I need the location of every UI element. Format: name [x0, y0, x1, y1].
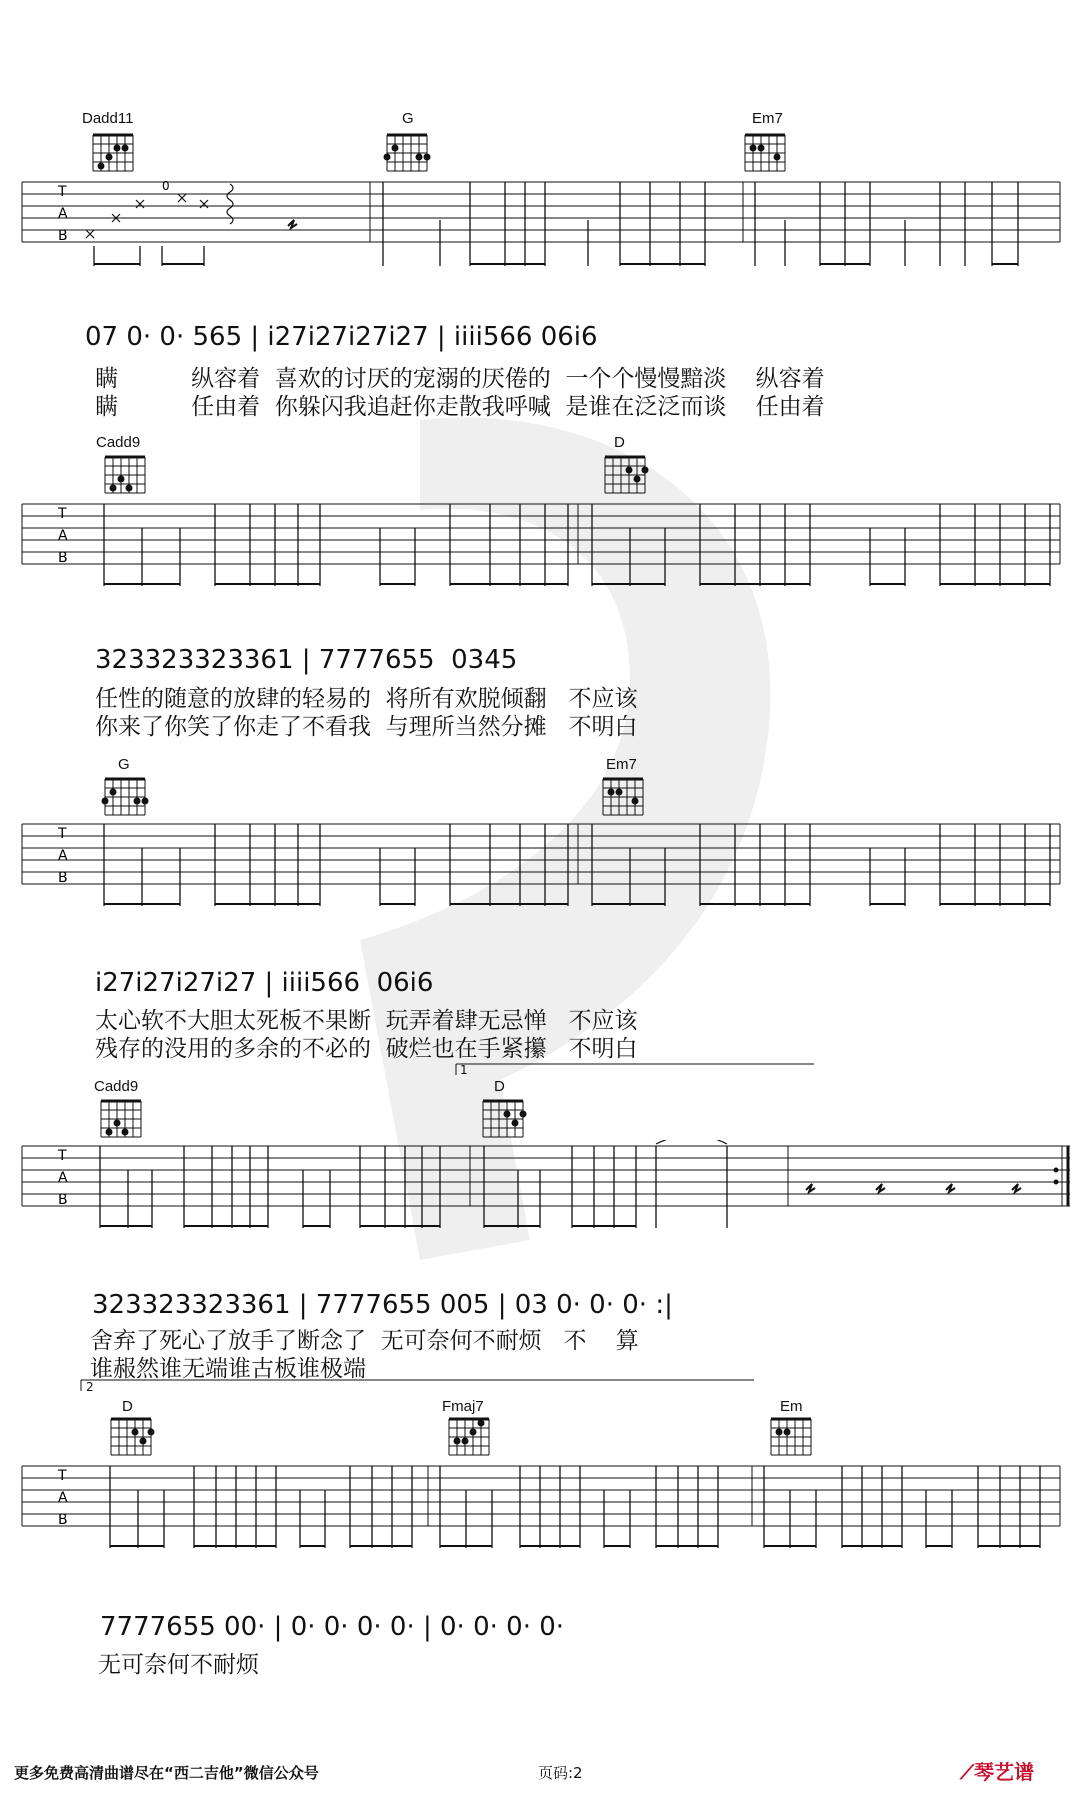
- chord-name: D: [494, 1078, 505, 1095]
- tab-staff: [0, 1460, 1090, 1560]
- chord-name: Em: [780, 1398, 803, 1415]
- lyric-line: 瞒 任由着 你躲闪我追赶你走散我呼喊 是谁在泛泛而谈 任由着: [95, 394, 825, 420]
- page-number: 页码:2: [538, 1764, 583, 1782]
- svg-text:A: A: [58, 1490, 68, 1506]
- svg-text:T: T: [58, 506, 67, 522]
- chord-name: Fmaj7: [442, 1398, 484, 1415]
- chord-name: D: [122, 1398, 133, 1415]
- svg-text:T: T: [58, 826, 67, 842]
- lyric-line: 你来了你笑了你走了不看我 与理所当然分摊 不明白: [95, 714, 638, 740]
- chord-diagram-dadd11: [88, 130, 138, 174]
- chord-name: Cadd9: [96, 434, 141, 451]
- lyric-line: 谁赧然谁无端谁古板谁极端: [90, 1356, 366, 1382]
- chord-diagram-cadd9: [96, 1096, 146, 1140]
- chord-diagram-em: [766, 1414, 816, 1458]
- svg-text:A: A: [58, 848, 68, 864]
- svg-text:0: 0: [162, 179, 170, 193]
- svg-text:B: B: [58, 228, 68, 244]
- chord-name: D: [614, 434, 625, 451]
- volta-bracket-2: [80, 1378, 755, 1392]
- numbered-notation: 323323323361 | 7777655 005 | 03 0· 0· 0· :|: [92, 1290, 673, 1320]
- svg-text:T: T: [58, 184, 67, 200]
- tab-staff: [0, 498, 1090, 598]
- chord-name: Cadd9: [94, 1078, 139, 1095]
- svg-text:T: T: [58, 1468, 67, 1484]
- chord-name: G: [118, 756, 130, 773]
- lyric-line: 太心软不大胆太死板不果断 玩弄着肆无忌惮 不应该: [95, 1008, 638, 1034]
- svg-text:B: B: [58, 550, 68, 566]
- chord-diagram-d: [478, 1096, 528, 1140]
- lyric-line: 任性的随意的放肆的轻易的 将所有欢脱倾翻 不应该: [95, 686, 638, 712]
- chord-diagram-d: [106, 1414, 156, 1458]
- chord-diagram-em7: [598, 774, 648, 818]
- chord-diagram-cadd9: [100, 452, 150, 496]
- volta-bracket-1: [455, 1062, 815, 1076]
- lyric-line: 无可奈何不耐烦: [98, 1652, 259, 1678]
- chord-diagram-d: [600, 452, 650, 496]
- logo-text: 琴艺谱: [974, 1760, 1034, 1784]
- tab-staff: [0, 818, 1090, 918]
- footer-promo: 更多免费高清曲谱尽在“西二吉他”微信公众号: [14, 1764, 319, 1782]
- lyric-line: 舍弃了死心了放手了断念了 无可奈何不耐烦 不 算: [90, 1328, 639, 1354]
- logo-mark-icon: ⟋: [960, 1760, 974, 1784]
- svg-text:B: B: [58, 1512, 68, 1528]
- tab-staff: [0, 176, 1090, 286]
- tab-staff: [0, 1140, 1090, 1250]
- chord-name: G: [402, 110, 414, 127]
- numbered-notation: 07 0· 0· 565 | i27i27i27i27 | iiii566 06i6: [85, 322, 598, 352]
- chord-diagram-g: [382, 130, 432, 174]
- svg-text:A: A: [58, 528, 68, 544]
- svg-text:B: B: [58, 1192, 68, 1208]
- chord-diagram-fmaj7: [444, 1414, 494, 1458]
- site-logo: [960, 1756, 1034, 1785]
- svg-text:T: T: [58, 1148, 67, 1164]
- chord-name: Dadd11: [82, 110, 134, 127]
- volta-number: 2: [86, 1380, 94, 1394]
- chord-name: Em7: [606, 756, 637, 773]
- svg-text:B: B: [58, 870, 68, 886]
- svg-text:A: A: [58, 206, 68, 222]
- numbered-notation: 323323323361 | 7777655 0345: [95, 645, 518, 675]
- lyric-line: 瞒 纵容着 喜欢的讨厌的宠溺的厌倦的 一个个慢慢黯淡 纵容着: [95, 366, 825, 392]
- numbered-notation: i27i27i27i27 | iiii566 06i6: [95, 968, 434, 998]
- lyric-line: 残存的没用的多余的不必的 破烂也在手紧攥 不明白: [95, 1036, 638, 1062]
- svg-text:A: A: [58, 1170, 68, 1186]
- chord-name: Em7: [752, 110, 783, 127]
- volta-number: 1: [460, 1063, 468, 1077]
- chord-diagram-g: [100, 774, 150, 818]
- numbered-notation: 7777655 00· | 0· 0· 0· 0· | 0· 0· 0· 0·: [100, 1612, 565, 1642]
- chord-diagram-em7: [740, 130, 790, 174]
